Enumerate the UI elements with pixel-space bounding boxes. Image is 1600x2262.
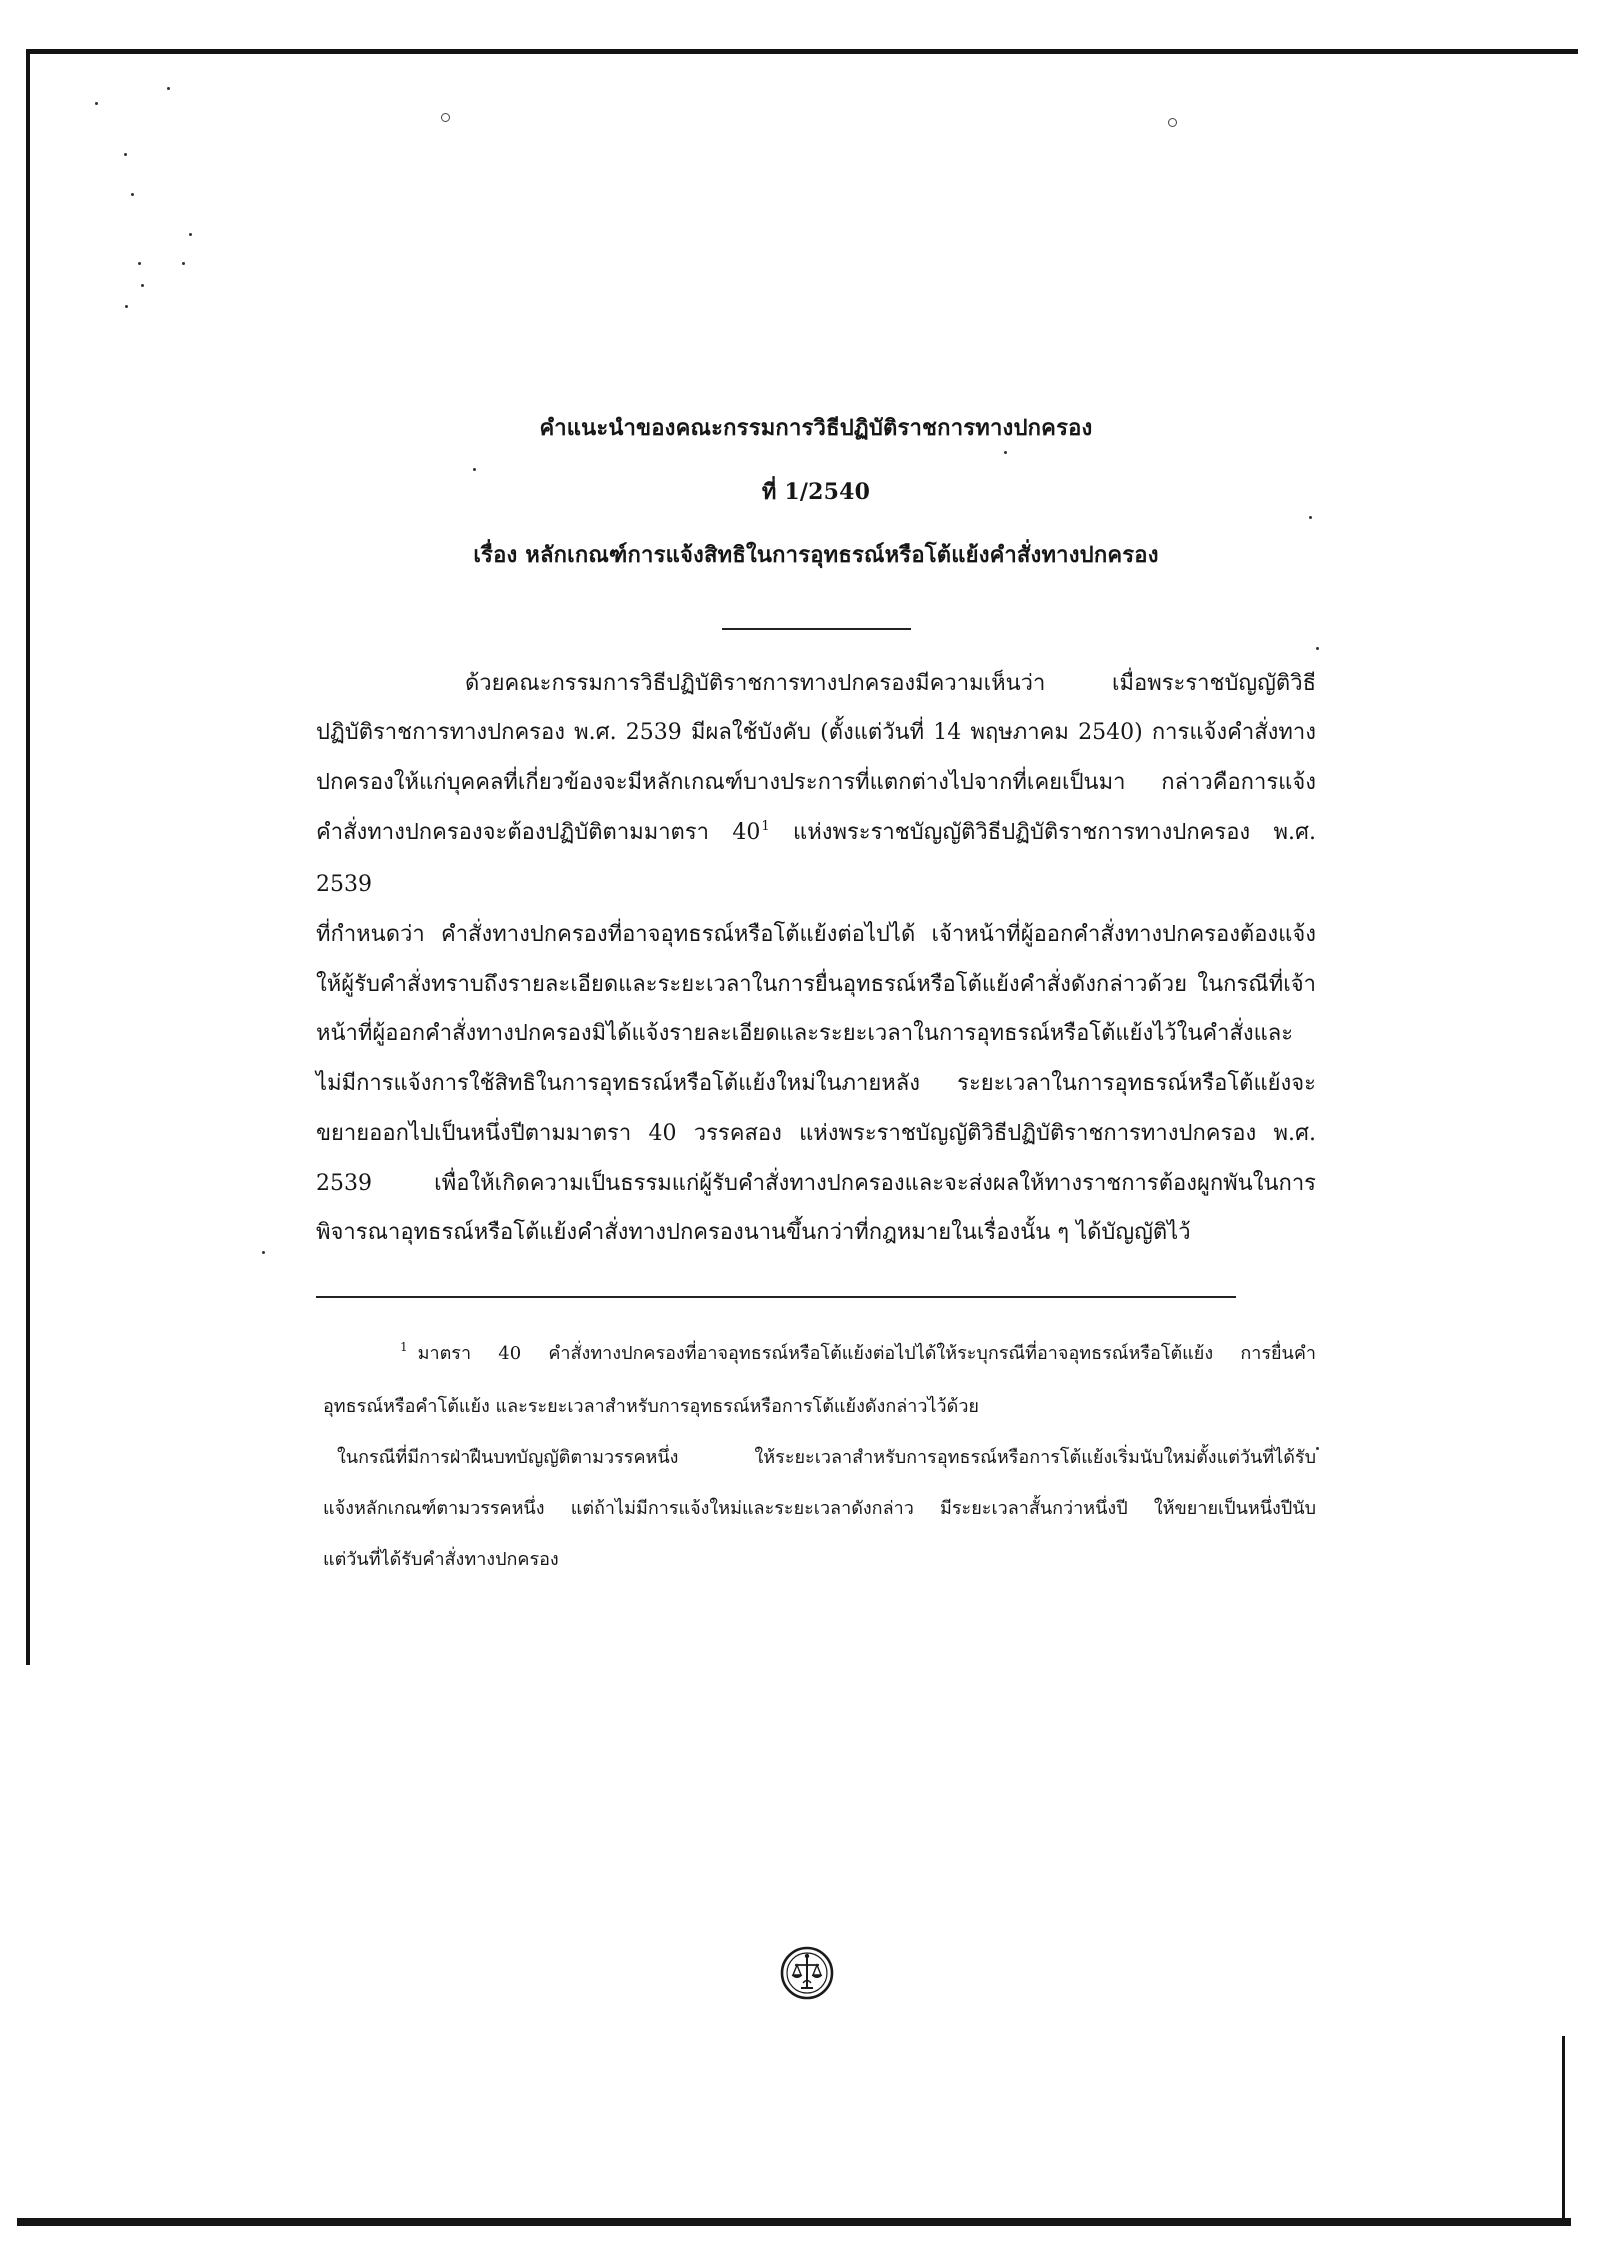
document-subject: เรื่อง หลักเกณฑ์การแจ้งสิทธิในการอุทธรณ์หรือโต้แย้งคำสั่งทางปกครอง <box>473 542 1159 568</box>
body-line: ที่กำหนดว่า คำสั่งทางปกครองที่อาจอุทธรณ์หรือโต้แย้งต่อไปได้ เจ้าหน้าที่ผู้ออกคำสั่งทางปกครองต้องแจ้ง <box>316 922 1316 948</box>
document-content <box>316 397 1316 1585</box>
scan-speck <box>1316 647 1319 650</box>
footnote-separator <box>316 1296 1236 1298</box>
footnote-line: แจ้งหลักเกณฑ์ตามวรรคหนึ่ง แต่ถ้าไม่มีการแจ้งใหม่และระยะเวลาดังกล่าว มีระยะเวลาสั้นกว่าหนึ่งปี ให้ขยายเป็นหนึ่งปีนับ <box>323 1497 1316 1519</box>
scan-speck <box>262 1251 265 1254</box>
body-line: หน้าที่ผู้ออกคำสั่งทางปกครองมิได้แจ้งรายละเอียดและระยะเวลาในการอุทธรณ์หรือโต้แย้งไว้ในคำสั่งและ <box>316 1021 1294 1047</box>
body-line: ให้ผู้รับคำสั่งทราบถึงรายละเอียดและระยะเวลาในการยื่นอุทธรณ์หรือโต้แย้งคำสั่งดังกล่าวด้วย ในกรณีที่เจ้า <box>316 971 1316 997</box>
body-line-text: แห่งพระราชบัญญัติวิธีปฏิบัติราชการทางปกครอง พ.ศ. 2539 <box>316 819 1316 898</box>
body-paragraph <box>316 659 1316 1258</box>
footnote-line: ในกรณีที่มีการฝ่าฝืนบทบัญญัติตามวรรคหนึ่ง ให้ระยะเวลาสำหรับการอุทธรณ์หรือการโต้แย้งเริ่มนับใหม่ตั้งแต่วันที่ได้รับ <box>337 1446 1316 1468</box>
footnote-line <box>323 1328 1316 1381</box>
scan-speck <box>138 262 141 265</box>
body-line <box>316 808 1316 910</box>
left-border-line <box>26 49 30 1665</box>
footnote-line-text: มาตรา 40 คำสั่งทางปกครองที่อาจอุทธรณ์หรือโต้แย้งต่อไปได้ให้ระบุกรณีที่อาจอุทธรณ์หรือโต้แย้ง การยื่นคำ <box>417 1342 1316 1364</box>
scan-speck <box>95 102 98 105</box>
document-title: คำแนะนำของคณะกรรมการวิธีปฏิบัติราชการทางปกครอง <box>539 415 1093 441</box>
body-line: ปกครองให้แก่บุคคลที่เกี่ยวข้องจะมีหลักเกณฑ์บางประการที่แตกต่างไปจากที่เคยเป็นมา กล่าวคือการแจ้ง <box>316 769 1316 795</box>
scan-speck <box>124 153 127 156</box>
bottom-border-line <box>17 2218 1571 2226</box>
body-line: ด้วยคณะกรรมการวิธีปฏิบัติราชการทางปกครองมีความเห็นว่า เมื่อพระราชบัญญัติวิธี <box>465 670 1316 696</box>
footnote-marker: 1 <box>400 1339 408 1354</box>
council-seal-icon <box>779 1945 835 2001</box>
document-number: ที่ 1/2540 <box>761 478 871 505</box>
scan-speck <box>131 193 134 196</box>
title-separator <box>722 628 911 630</box>
body-line-text: คำสั่งทางปกครองจะต้องปฏิบัติตามมาตรา 40 <box>316 819 761 845</box>
scan-speck <box>141 284 144 287</box>
scan-speck <box>441 113 450 122</box>
scan-speck <box>182 262 185 265</box>
scan-speck <box>1316 1447 1319 1450</box>
body-line: 2539 เพื่อให้เกิดความเป็นธรรมแก่ผู้รับคำสั่งทางปกครองและจะส่งผลให้ทางราชการต้องผูกพันในการ <box>316 1170 1316 1196</box>
scan-speck <box>167 87 170 90</box>
scan-speck <box>189 233 192 236</box>
body-line: พิจารณาอุทธรณ์หรือโต้แย้งคำสั่งทางปกครองนานขึ้นกว่าที่กฎหมายในเรื่องนั้น ๆ ได้บัญญัติไว้ <box>316 1220 1191 1246</box>
body-line: ขยายออกไปเป็นหนึ่งปีตามมาตรา 40 วรรคสอง แห่งพระราชบัญญัติวิธีปฏิบัติราชการทางปกครอง พ.ศ. <box>316 1120 1316 1146</box>
footnote-line: อุทธรณ์หรือคำโต้แย้ง และระยะเวลาสำหรับการอุทธรณ์หรือการโต้แย้งดังกล่าวไว้ด้วย <box>323 1395 979 1417</box>
scan-speck <box>1168 118 1177 127</box>
body-line: ไม่มีการแจ้งการใช้สิทธิในการอุทธรณ์หรือโต้แย้งใหม่ในภายหลัง ระยะเวลาในการอุทธรณ์หรือโต้แย้งจะ <box>316 1071 1316 1097</box>
footnote-reference: 1 <box>761 818 770 834</box>
scan-speck <box>125 305 128 308</box>
right-border-line <box>1562 2036 1565 2220</box>
footnote <box>316 1328 1316 1585</box>
body-line: ปฏิบัติราชการทางปกครอง พ.ศ. 2539 มีผลใช้บังคับ (ตั้งแต่วันที่ 14 พฤษภาคม 2540) การแจ้งคำสั่งทาง <box>316 720 1316 746</box>
top-border-line <box>26 49 1578 54</box>
footnote-line: แต่วันที่ได้รับคำสั่งทางปกครอง <box>323 1548 559 1570</box>
